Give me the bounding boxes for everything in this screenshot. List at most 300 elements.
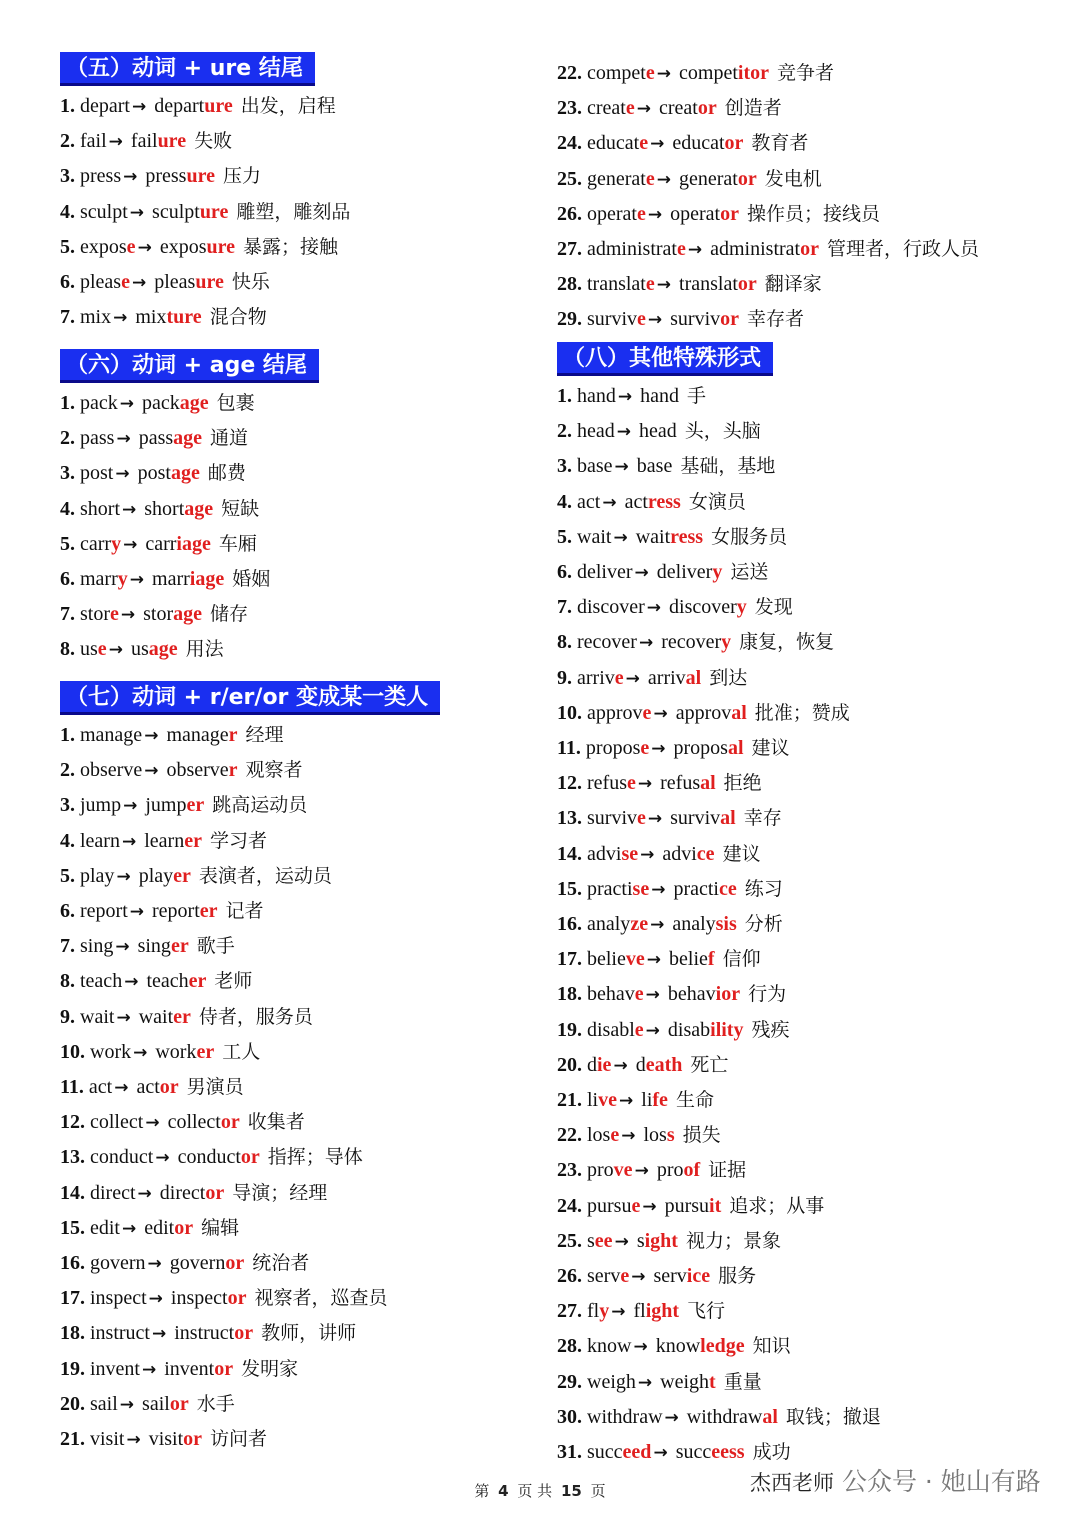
arrow-icon: → [126, 1430, 141, 1450]
base-word: weigh [587, 1370, 636, 1393]
derived-suffix: or [214, 1357, 234, 1380]
vocab-row [557, 1329, 791, 1363]
item-number: 4. [60, 829, 75, 852]
item-number: 3. [60, 794, 75, 817]
vocab-row [60, 859, 332, 893]
item-number: 25. [557, 1229, 582, 1252]
arrow-icon: → [636, 99, 651, 120]
item-number: 12. [557, 772, 582, 795]
derived-suffix: or [724, 132, 744, 155]
chinese-meaning: 男演员 [186, 1076, 244, 1098]
chinese-meaning: 康复，恢复 [739, 631, 835, 654]
derived-word-stem: base [636, 455, 673, 478]
base-word: manage [80, 724, 143, 746]
base-word: post [80, 462, 114, 485]
arrow-icon: → [152, 1324, 167, 1345]
arrow-icon: → [651, 879, 666, 900]
derived-word-stem: s [636, 1229, 645, 1252]
arrow-icon: → [631, 1267, 646, 1287]
base-word: administrat [587, 238, 677, 260]
derived-suffix: age [184, 497, 214, 520]
derived-word-stem: disab [667, 1018, 711, 1041]
chinese-meaning: 侍者，服务员 [198, 1005, 313, 1028]
arrow-icon: → [621, 1126, 636, 1147]
arrow-icon: → [656, 169, 671, 190]
item-number: 5. [60, 864, 75, 887]
item-number: 6. [60, 568, 75, 590]
item-number: 14. [557, 842, 582, 865]
watermark [750, 1462, 1041, 1498]
derived-word-stem: hand [640, 385, 680, 407]
derived-suffix: ture [166, 306, 202, 329]
base-word: educat [587, 132, 640, 155]
derived-suffix: al [685, 666, 702, 689]
arrow-icon: → [120, 605, 136, 626]
vocab-row [557, 414, 761, 448]
derived-suffix: er [173, 864, 191, 887]
chinese-meaning: 表演者，运动员 [198, 864, 332, 887]
item-number: 1. [60, 95, 75, 117]
item-number: 6. [60, 271, 75, 293]
base-word: withdraw [587, 1405, 663, 1428]
derived-suffix: f [707, 948, 715, 971]
vocab-row [557, 302, 804, 336]
base-word: head [577, 420, 615, 443]
vocab-row [60, 1211, 239, 1245]
footer-suffix: 页 [590, 1482, 606, 1500]
arrow-icon: → [116, 1007, 131, 1028]
base-word: mix [80, 306, 112, 329]
derived-word-stem: wait [138, 1005, 174, 1028]
item-number: 7. [557, 596, 572, 619]
derived-suffix: or [737, 273, 757, 296]
base-highlight: e [614, 666, 624, 689]
vocab-row [60, 1281, 387, 1315]
vocab-row [557, 267, 822, 301]
chinese-meaning: 残疾 [751, 1018, 790, 1041]
base-highlight: e [645, 62, 655, 84]
base-word: advi [587, 842, 622, 865]
arrow-icon: → [115, 464, 130, 485]
derived-suffix: or [174, 1216, 194, 1239]
vocab-row [60, 964, 252, 998]
derived-suffix: r [228, 759, 238, 782]
derived-suffix: er [170, 935, 189, 958]
chinese-meaning: 证据 [708, 1159, 747, 1182]
vocab-row [60, 824, 267, 858]
base-word: observe [80, 759, 143, 782]
item-number: 24. [557, 132, 582, 155]
base-word: know [587, 1335, 632, 1358]
item-number: 1. [60, 724, 75, 746]
derived-word-stem: behav [667, 983, 716, 1006]
vocab-row [557, 197, 880, 231]
arrow-icon: → [634, 1161, 649, 1182]
watermark-author: 杰西老师 [750, 1471, 834, 1495]
derived-word-stem: educat [672, 132, 725, 155]
base-highlight: ze [630, 913, 649, 935]
base-word: teach [80, 970, 123, 993]
chinese-meaning: 工人 [222, 1040, 261, 1063]
vocab-row [60, 1035, 260, 1069]
arrow-icon: → [108, 640, 123, 661]
arrow-icon: → [133, 1042, 148, 1063]
chinese-meaning: 指挥；导体 [267, 1146, 363, 1169]
arrow-icon: → [647, 204, 663, 225]
derived-word-stem: pack [142, 392, 180, 414]
vocab-row [557, 1189, 824, 1223]
derived-word-stem: post [137, 462, 171, 485]
derived-word-stem: pro [656, 1159, 684, 1182]
derived-word-stem: withdraw [686, 1405, 763, 1428]
chinese-meaning: 幸存者 [747, 308, 805, 331]
item-number: 9. [60, 1005, 75, 1028]
chinese-meaning: 拒绝 [723, 772, 762, 795]
derived-word-stem: administrat [710, 238, 801, 260]
derived-suffix: iage [189, 568, 225, 590]
item-number: 3. [60, 462, 75, 485]
chinese-meaning: 婚姻 [232, 568, 271, 590]
chinese-meaning: 幸存 [743, 807, 782, 830]
item-number: 29. [557, 308, 582, 331]
base-word: expos [80, 235, 127, 258]
derived-suffix: y [736, 596, 747, 619]
derived-word-stem: conduct [177, 1146, 241, 1169]
arrow-icon: → [144, 761, 159, 782]
derived-word-stem: surviv [670, 807, 721, 830]
item-number: 31. [557, 1441, 582, 1463]
derived-word-stem: pass [138, 427, 174, 450]
derived-suffix: ure [186, 165, 215, 188]
vocab-row [60, 1140, 363, 1174]
derived-suffix: ce [696, 842, 715, 865]
item-number: 2. [60, 130, 75, 153]
chinese-meaning: 收集者 [247, 1111, 305, 1134]
chinese-meaning: 访问者 [210, 1428, 268, 1450]
chinese-meaning: 取钱；撤退 [785, 1405, 881, 1428]
base-highlight: y [599, 1300, 610, 1323]
chinese-meaning: 翻译家 [764, 273, 822, 296]
vocab-row [557, 1048, 728, 1082]
derived-suffix: or [227, 1287, 247, 1310]
derived-suffix: ure [204, 95, 233, 117]
base-highlight: ve [613, 1159, 633, 1182]
chinese-meaning: 操作员；接线员 [747, 202, 881, 225]
base-word: pursu [587, 1194, 632, 1217]
chinese-meaning: 压力 [222, 165, 261, 188]
base-word: base [577, 455, 613, 478]
chinese-meaning: 知识 [752, 1335, 791, 1358]
derived-word-stem: learn [144, 829, 185, 852]
vocab-row [60, 492, 259, 526]
derived-word-stem: wait [635, 525, 671, 548]
chinese-meaning: 经理 [245, 724, 284, 746]
chinese-meaning: 行为 [748, 983, 787, 1006]
arrow-icon: → [602, 492, 617, 513]
derived-suffix: it [737, 62, 751, 84]
vocab-row [557, 1259, 756, 1293]
base-word: fail [80, 130, 107, 153]
derived-suffix: ress [647, 490, 681, 513]
arrow-icon: → [145, 1113, 160, 1134]
footer-middle: 页 共 [517, 1482, 553, 1500]
item-number: 17. [60, 1287, 85, 1310]
chinese-meaning: 学习者 [209, 829, 267, 852]
item-number: 20. [60, 1392, 85, 1415]
derived-word-stem: weigh [660, 1370, 710, 1393]
vocab-row [557, 696, 850, 730]
arrow-icon: → [638, 633, 654, 654]
chinese-meaning: 统治者 [252, 1252, 310, 1274]
derived-suffix: of [683, 1159, 701, 1182]
derived-suffix: ight [644, 1229, 678, 1252]
chinese-meaning: 导演；经理 [232, 1181, 328, 1204]
arrow-icon: → [617, 387, 633, 407]
item-number: 11. [557, 737, 581, 759]
arrow-icon: → [131, 273, 147, 293]
derived-word-stem: sculpt [152, 200, 200, 223]
section-title: （七）动词 + r/er/or 变成某一类人 [60, 681, 440, 715]
vocab-row [60, 230, 338, 264]
section-title: （八）其他特殊形式 [557, 342, 773, 376]
arrow-icon: → [637, 774, 653, 795]
vocab-row [60, 527, 257, 561]
base-word: propos [585, 737, 641, 759]
arrow-icon: → [651, 739, 666, 759]
vocab-row [60, 1387, 235, 1421]
item-number: 4. [60, 200, 75, 223]
derived-word-stem: mix [135, 306, 167, 329]
base-word: stor [80, 603, 110, 626]
base-word: instruct [90, 1322, 150, 1345]
base-highlight: e [97, 638, 107, 661]
item-number: 4. [60, 497, 75, 520]
derived-word-stem: short [144, 497, 185, 520]
vocab-row [60, 1422, 267, 1456]
derived-word-stem: head [639, 420, 677, 443]
item-number: 17. [557, 948, 582, 971]
base-word: pack [80, 392, 118, 414]
item-number: 11. [60, 1076, 84, 1098]
arrow-icon: → [123, 534, 138, 555]
item-number: 2. [557, 420, 572, 443]
base-word: conduct [90, 1146, 154, 1169]
base-word: translat [587, 273, 646, 296]
derived-word-stem: sing [137, 935, 171, 958]
chinese-meaning: 教师，讲师 [261, 1322, 357, 1345]
vocab-row [557, 520, 787, 554]
vocab-row [60, 456, 246, 490]
derived-suffix: al [720, 807, 736, 830]
vocab-row [60, 788, 307, 822]
chinese-meaning: 短缺 [221, 497, 260, 520]
item-number: 7. [60, 603, 75, 626]
item-number: 2. [60, 427, 75, 450]
item-number: 8. [60, 638, 75, 661]
derived-suffix: ior [715, 983, 741, 1006]
vocab-row [557, 485, 746, 519]
base-word: behav [587, 983, 635, 1006]
item-number: 14. [60, 1181, 85, 1204]
derived-word-stem: sail [142, 1392, 170, 1415]
chinese-meaning: 飞行 [687, 1300, 726, 1323]
base-highlight: ee [594, 1229, 613, 1252]
derived-word-stem: pleas [154, 271, 196, 293]
base-word: d [587, 1053, 597, 1076]
item-number: 21. [60, 1428, 85, 1450]
derived-suffix: age [173, 427, 203, 450]
derived-word-stem: govern [169, 1252, 226, 1274]
item-number: 23. [557, 1159, 582, 1182]
chinese-meaning: 包裹 [216, 392, 255, 414]
derived-suffix: ce [718, 877, 737, 900]
vocab-row [60, 421, 248, 455]
base-word: pro [587, 1159, 614, 1182]
arrow-icon: → [129, 902, 145, 922]
derived-word-stem: invent [164, 1357, 215, 1380]
chinese-meaning: 老师 [214, 970, 253, 993]
chinese-meaning: 视察者，巡查员 [254, 1287, 388, 1310]
base-highlight: e [637, 807, 646, 830]
base-highlight: e [637, 308, 646, 331]
base-word: report [80, 900, 128, 922]
derived-word-stem: us [130, 638, 149, 661]
derived-suffix: or [205, 1181, 225, 1204]
base-word: press [80, 165, 122, 188]
chinese-meaning: 发明家 [241, 1357, 299, 1380]
item-number: 1. [60, 392, 75, 414]
item-number: 3. [60, 165, 75, 188]
item-number: 27. [557, 1300, 582, 1323]
derived-suffix: al [731, 701, 747, 724]
arrow-icon: → [634, 563, 649, 583]
vocab-row [60, 1070, 244, 1104]
derived-suffix-2: or [750, 62, 769, 84]
derived-suffix: er [196, 1040, 215, 1063]
vocab-row [557, 1118, 721, 1152]
derived-word-stem: manage [166, 724, 229, 746]
derived-word-stem: expos [159, 235, 207, 258]
vocab-row [60, 1246, 309, 1280]
derived-word-stem: work [155, 1040, 197, 1063]
item-number: 13. [60, 1146, 85, 1169]
chinese-meaning: 失败 [194, 130, 233, 153]
arrow-icon: → [144, 726, 159, 746]
footer-total-pages: 15 [560, 1482, 582, 1500]
base-word: work [90, 1040, 132, 1063]
chinese-meaning: 混合物 [209, 306, 267, 329]
derived-suffix: or [800, 238, 819, 260]
base-highlight: e [110, 603, 119, 626]
vocab-row [557, 1013, 790, 1047]
arrow-icon: → [653, 1443, 668, 1463]
base-word: approv [587, 701, 643, 724]
derived-word-stem: jump [145, 794, 187, 817]
derived-suffix: er [184, 829, 202, 852]
derived-word-stem: d [635, 1053, 646, 1076]
vocab-row [557, 1153, 746, 1187]
derived-word-stem: succ [675, 1441, 712, 1463]
chinese-meaning: 追求；从事 [729, 1194, 825, 1217]
chinese-meaning: 成功 [752, 1441, 791, 1463]
derived-suffix: or [240, 1146, 260, 1169]
footer-page-number: 4 [498, 1482, 509, 1500]
arrow-icon: → [633, 1337, 648, 1358]
chinese-meaning: 信仰 [722, 948, 761, 971]
base-word: inspect [90, 1287, 147, 1310]
base-word: wait [80, 1005, 115, 1028]
base-highlight: se [621, 842, 639, 865]
arrow-icon: → [619, 1091, 634, 1111]
base-word: collect [90, 1111, 144, 1134]
base-word: act [88, 1076, 113, 1098]
vocab-row [557, 126, 808, 160]
arrow-icon: → [646, 598, 662, 619]
chinese-meaning: 管理者，行政人员 [827, 238, 980, 260]
derived-word-stem: discover [669, 596, 737, 619]
arrow-icon: → [119, 394, 135, 414]
derived-word-stem: generat [679, 167, 738, 190]
base-word: jump [80, 794, 122, 817]
derived-word-stem: teach [146, 970, 189, 993]
derived-suffix: ility [710, 1018, 744, 1041]
derived-suffix: or [720, 308, 740, 331]
item-number: 5. [557, 525, 572, 548]
chinese-meaning: 水手 [196, 1392, 235, 1415]
base-word: compet [587, 62, 646, 84]
arrow-icon: → [137, 237, 152, 258]
derived-word-stem: edit [144, 1216, 175, 1239]
chinese-meaning: 编辑 [201, 1216, 240, 1239]
arrow-icon: → [122, 1218, 137, 1239]
footer-prefix: 第 [474, 1482, 490, 1500]
base-word: analy [587, 913, 631, 935]
chinese-meaning: 储存 [210, 603, 249, 626]
chinese-meaning: 记者 [225, 900, 264, 922]
item-number: 16. [557, 913, 582, 935]
item-number: 26. [557, 1265, 582, 1287]
base-word: succ [587, 1441, 623, 1463]
base-word: refus [587, 772, 627, 795]
vocab-row [60, 89, 336, 123]
base-highlight: e [676, 238, 686, 260]
derived-word-stem: depart [154, 95, 205, 117]
vocab-row [60, 929, 235, 963]
item-number: 5. [60, 532, 75, 555]
base-word: s [587, 1229, 595, 1252]
item-number: 15. [60, 1216, 85, 1239]
arrow-icon: → [116, 429, 131, 450]
chinese-meaning: 批准；赞成 [754, 701, 850, 724]
derived-word-stem: compet [679, 62, 738, 84]
base-word: discover [577, 596, 645, 619]
base-word: deliver [577, 561, 633, 583]
chinese-meaning: 运送 [730, 561, 769, 583]
arrow-icon: → [119, 1394, 135, 1415]
base-highlight: e [645, 273, 655, 296]
base-highlight: e [626, 772, 636, 795]
item-number: 7. [60, 935, 75, 958]
item-number: 1. [557, 385, 572, 407]
vocab-row [557, 590, 793, 624]
derived-word-stem: translat [679, 273, 738, 296]
chinese-meaning: 竞争者 [777, 62, 835, 84]
derived-word-stem: li [641, 1089, 653, 1111]
base-word: belie [587, 948, 626, 971]
chinese-meaning: 用法 [185, 638, 224, 661]
derived-word-stem: serv [653, 1265, 687, 1287]
chinese-meaning: 重量 [723, 1370, 762, 1393]
